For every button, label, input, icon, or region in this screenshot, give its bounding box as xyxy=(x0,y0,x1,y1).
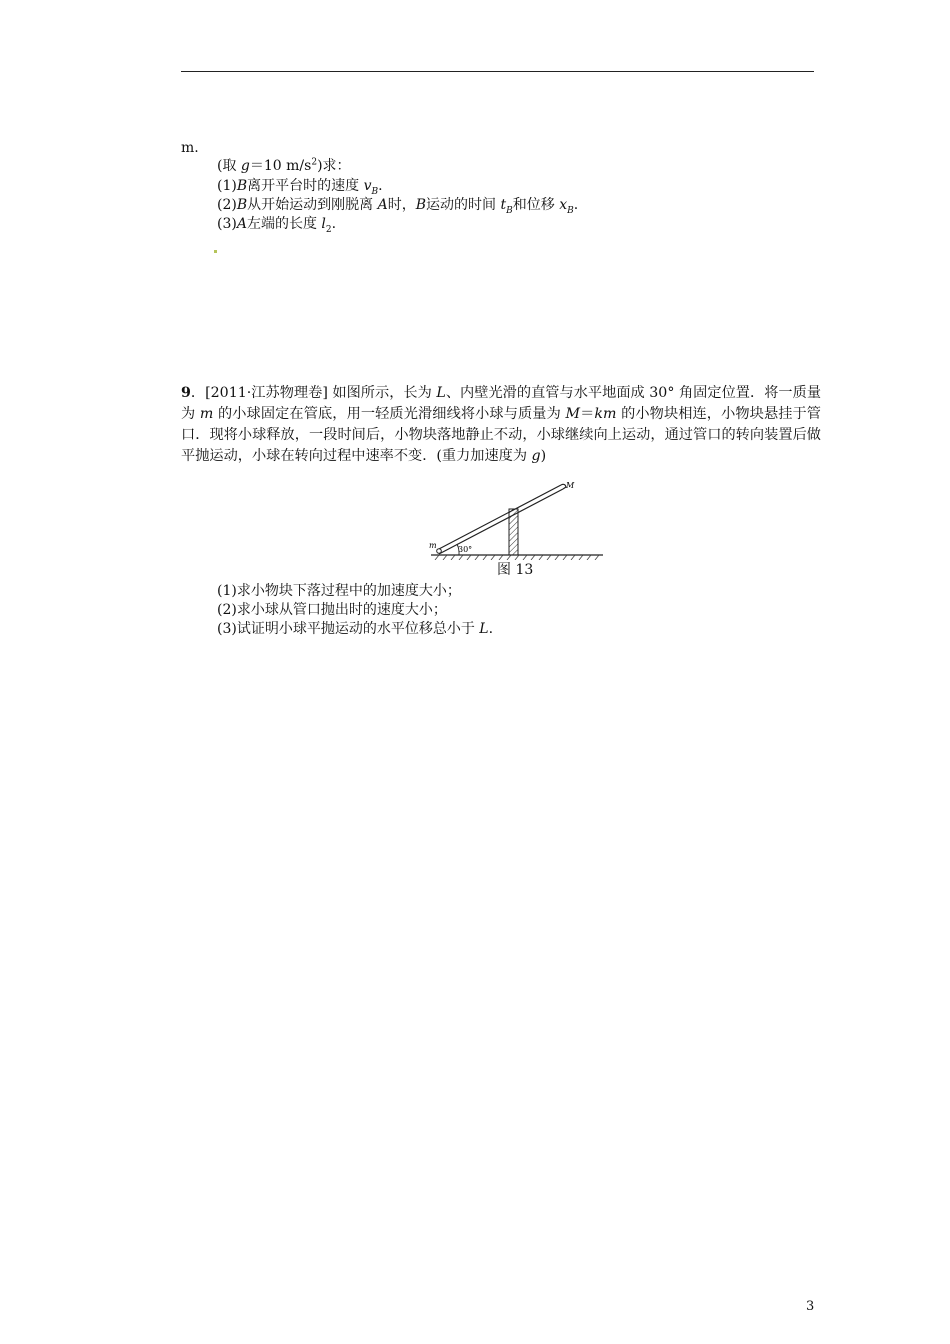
angle-label: 30° xyxy=(458,545,473,554)
support-post xyxy=(509,509,518,555)
prev-question-1: (1)B离开平台时的速度 $v_B$. xyxy=(217,178,383,197)
question-1: (1)求小物块下落过程中的加速度大小； xyxy=(217,583,461,599)
label-M: M xyxy=(566,481,575,490)
header-rule xyxy=(181,71,814,72)
prev-question-3: (3)A左端的长度 $l_2$. xyxy=(217,216,337,235)
incline-tube-figure xyxy=(425,478,605,560)
question-2: (2)求小球从管口抛出时的速度大小； xyxy=(217,602,447,618)
tube-lower-wall xyxy=(437,485,561,550)
stray-mark xyxy=(214,250,217,253)
page-number: 3 xyxy=(806,1299,815,1314)
problem-9-stem: 9．[2011·江苏物理卷] 如图所示，长为 L、内壁光滑的直管与水平地面成 30° 角固定位置．将一质量为 m 的小球固定在管底，用一轻质光滑细线将小球与质量为 M＝km 的小物块相连，小物块悬挂于管口．现将小球释放，一段时间后，小物块落地静止不动，小球继续向上运动，通过管口的转向装置后做平抛运动，小球在转向过程中速率不变．(重力加速度为 g) xyxy=(181,385,822,464)
prev-question-2: (2)B从开始运动到刚脱离 A时，B运动的时间 $t_B$和位移 $x_B$. xyxy=(217,197,579,216)
question-3: (3)试证明小球平抛运动的水平位移总小于 L. xyxy=(217,621,494,637)
figure-caption: 图 13 xyxy=(497,562,534,578)
prev-intro: (取 g＝10 $m/s^2$)求： xyxy=(217,157,351,174)
label-m: m xyxy=(429,541,437,550)
top-fragment: m. xyxy=(181,140,199,156)
ball-m xyxy=(437,549,442,554)
